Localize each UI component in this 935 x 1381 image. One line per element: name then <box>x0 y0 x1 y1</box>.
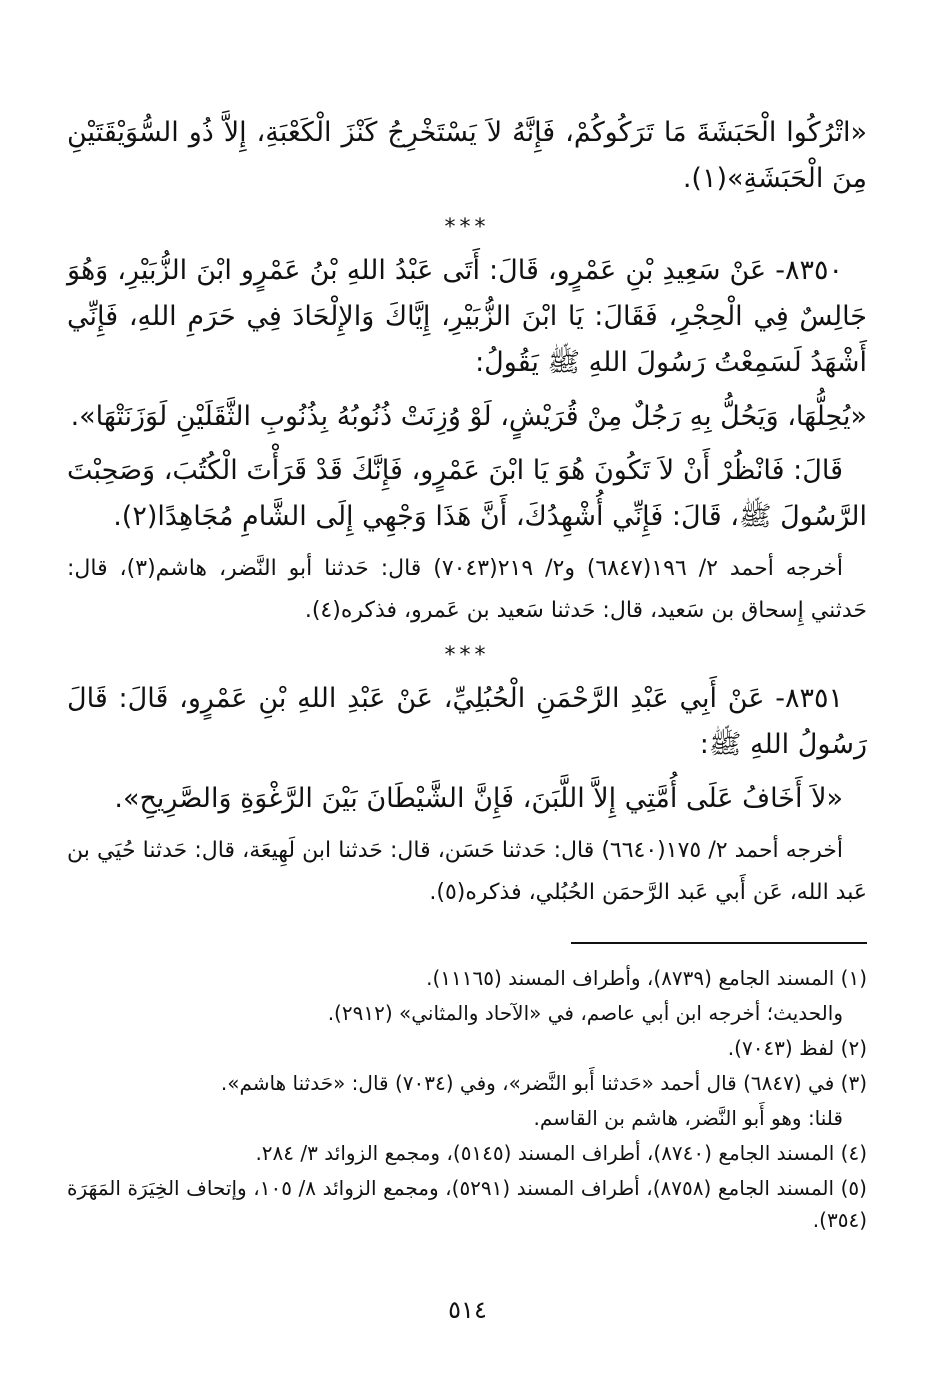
hadith-8350-isnad: ٨٣٥٠- عَنْ سَعِيدِ بْنِ عَمْرٍو، قَالَ: أَتَى عَبْدُ اللهِ بْنُ عَمْرٍو ابْنَ الزُّبَيْرِ، وَهُوَ جَالِسٌ فِي الْحِجْرِ، فَقَالَ: يَا ابْنَ الزُّبَيْرِ، إِيَّاكَ وَالإِلْحَادَ فِي حَرَمِ اللهِ، فَإِنِّي أَشْهَدُ لَسَمِعْتُ رَسُولَ اللهِ ﷺ يَقُولُ: <box>67 255 867 378</box>
hadith-8350-takhrij: أخرجه أحمد ٢/ ١٩٦(٦٨٤٧) و٢/ ٢١٩(٧٠٤٣) قال: حَدثنا أبو النَّضر، هاشم(٣)، قال: حَدثني إِسحاق بن سَعيد، قال: حَدثنا سَعيد بن عَمرو، فذكره(٤). <box>67 556 867 623</box>
footnotes <box>67 962 867 1236</box>
page-body <box>67 110 867 1239</box>
footnote-3: (٣) في (٦٨٤٧) قال أحمد «حَدثنا أَبو النَّضر»، وفي (٧٠٣٤) قال: «حَدثنا هاشم». <box>220 1071 867 1095</box>
hadith-8351-isnad: ٨٣٥١- عَنْ أَبِي عَبْدِ الرَّحْمَنِ الْحُبُلِيِّ، عَنْ عَبْدِ اللهِ بْنِ عَمْرٍو، قَالَ: قَالَ رَسُولُ اللهِ ﷺ: <box>67 683 867 760</box>
page-number: ٥١٤ <box>448 1296 487 1324</box>
hadith-8350-qala: قَالَ: فَانْظُرْ أَنْ لاَ تَكُونَ هُوَ يَا ابْنَ عَمْرٍو، فَإِنَّكَ قَدْ قَرَأْتَ الْكُتُبَ، وَصَحِبْتَ الرَّسُولَ ﷺ، قَالَ: فَإِنِّي أُشْهِدُكَ، أَنَّ هَذَا وَجْهِي إِلَى الشَّامِ مُجَاهِدًا(٢). <box>67 455 867 532</box>
main-text <box>67 110 867 202</box>
hadith-8351-takhrij: أخرجه أحمد ٢/ ١٧٥(٦٦٤٠) قال: حَدثنا حَسَن، قال: حَدثنا ابن لَهِيعَة، قال: حَدثنا حُيَي بن عَبد الله، عَن أَبي عَبد الرَّحمَن الحُبُلي، فذكره(٥). <box>67 838 867 905</box>
footnote-1: (١) المسند الجامع (٨٧٣٩)، وأطراف المسند (١١١٦٥). <box>426 966 867 990</box>
hadith-8350-matn: «يُحِلُّهَا، وَيَحُلُّ بِهِ رَجُلٌ مِنْ قُرَيْشٍ، لَوْ وُزِنَتْ ذُنُوبُهُ بِذُنُوبِ الثَّقَلَيْنِ لَوَزَنَتْهَا». <box>70 401 867 432</box>
hadith-8350-takhrij-block <box>67 548 867 632</box>
footnote-3-continuation: قلنا: وهو أَبو النَّضر، هاشم بن القاسم. <box>533 1106 843 1130</box>
hadith-8349-ending: «اتْرُكُوا الْحَبَشَةَ مَا تَرَكُوكُمْ، فَإِنَّهُ لاَ يَسْتَخْرِجُ كَنْزَ الْكَعْبَةِ، إِلاَّ ذُو السُّوَيْقَتَيْنِ مِنَ الْحَبَشَةِ»(١). <box>67 117 867 194</box>
footnote-rule <box>571 942 867 944</box>
footnote-2: (٢) لفظ (٧٠٤٣). <box>727 1036 867 1060</box>
footnote-5: (٥) المسند الجامع (٨٧٥٨)، أطراف المسند (٥٢٩١)، ومجمع الزوائد ٨/ ١٠٥، وإتحاف الخِيَرَة المَهَرَة (٣٥٤). <box>67 1176 867 1232</box>
hadith-8351 <box>67 676 867 822</box>
footnote-1-continuation: والحديث؛ أخرجه ابن أبي عاصم، في «الآحاد والمثاني» (٢٩١٢). <box>327 1001 843 1025</box>
hadith-8351-takhrij-block <box>67 830 867 914</box>
section-separator: *** <box>444 215 490 240</box>
hadith-8351-matn: «لاَ أَخَافُ عَلَى أُمَّتِي إِلاَّ اللَّبَنَ، فَإِنَّ الشَّيْطَانَ بَيْنَ الرَّغْوَةِ وَالصَّرِيحِ». <box>114 783 843 814</box>
hadith-8350 <box>67 248 867 540</box>
section-separator: *** <box>444 643 490 668</box>
footnote-4: (٤) المسند الجامع (٨٧٤٠)، أطراف المسند (٥١٤٥)، ومجمع الزوائد ٣/ ٢٨٤. <box>255 1141 867 1165</box>
